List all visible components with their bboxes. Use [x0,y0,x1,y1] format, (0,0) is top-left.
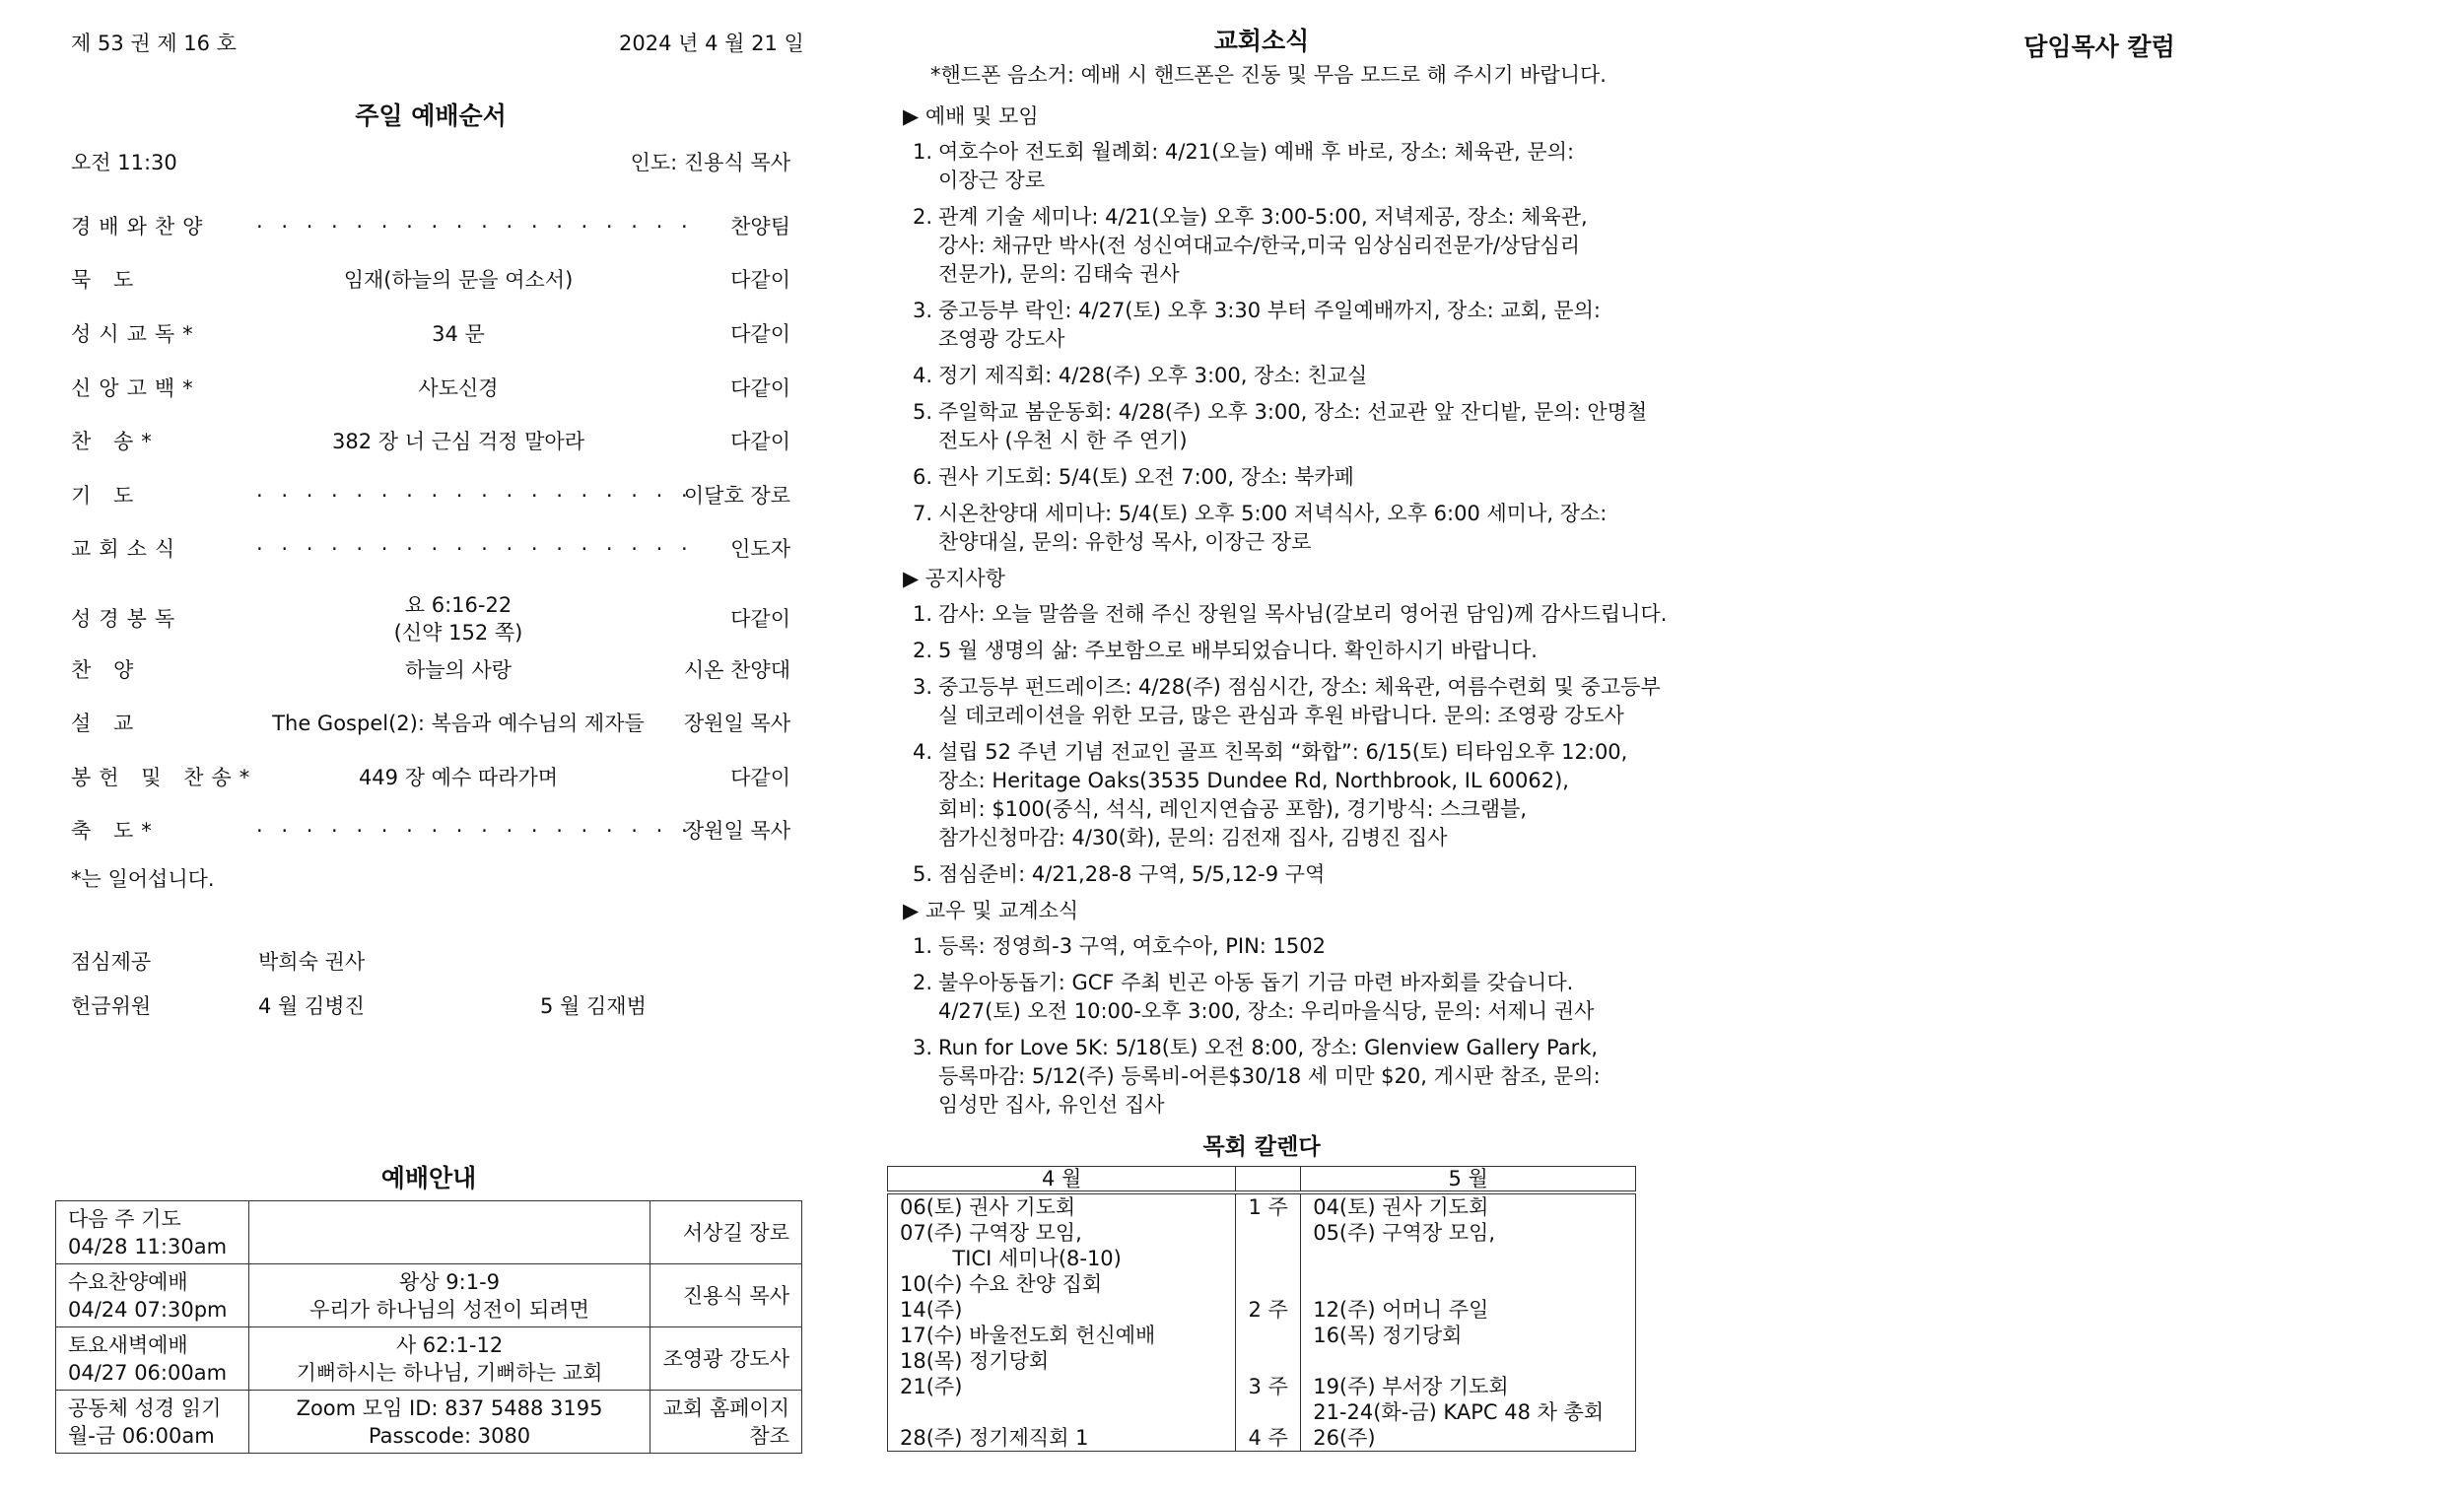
news-item-line: 4/27(토) 오전 10:00-오후 3:00, 장소: 우리마을식당, 문의: 서제니 권사 [938,999,1595,1023]
calendar-april-events: 14(주) 17(수) 바울전도회 헌신예배 18(목) 정기당회 [888,1297,1236,1374]
news-item [913,673,1661,730]
volume-number: 제 53 권 제 16 호 [71,32,237,55]
calendar-week-label: 4 주 [1236,1425,1301,1452]
guide-content [248,1391,650,1454]
calendar-april-events: 06(토) 권사 기도회 07(주) 구역장 모임, TICI 세미나(8-10) 10(수) 수요 찬양 집회 [888,1192,1236,1297]
news-item-number: 3. [913,1036,933,1059]
phone-note: *핸드폰 음소거: 예배 시 핸드폰은 진동 및 무음 모드로 해 주시기 바랍니다. [930,63,1607,87]
news-section-heading: ▶ 교우 및 교계소식 [903,899,1079,922]
guide-content [248,1327,650,1391]
news-item [913,738,1627,852]
order-person: 찬양팀 [730,215,790,238]
calendar-week-row [888,1425,1636,1452]
guide-content [248,1201,650,1264]
order-dots: · · · · · · · · · · · · · · · · · · [256,215,694,238]
news-section-heading: ▶ 예배 및 모임 [903,104,1039,128]
news-title: 교회소식 [1213,27,1310,55]
calendar-week-label: 1 주 [1236,1192,1301,1297]
news-item-line: 점심준비: 4/21,28-8 구역, 5/5,12-9 구역 [938,862,1326,886]
news-item-line: 임성만 집사, 유인선 집사 [938,1093,1165,1117]
order-person: 시온 찬양대 [683,658,790,682]
news-item-number: 2. [913,971,933,994]
guide-row [56,1327,802,1391]
news-item [913,138,1574,195]
news-item [913,203,1588,289]
guide-person-line: 참조 [749,1423,789,1448]
news-item-number: 7. [913,502,933,525]
offering-may: 5 월 김재범 [540,994,647,1018]
guide-content-line: 우리가 하나님의 성전이 되려면 [309,1297,589,1322]
order-person: 다같이 [730,268,790,292]
order-person: 인도자 [730,537,790,561]
order-content: 요 6:16-22 [404,593,513,617]
guide-service [56,1391,249,1454]
news-item [913,297,1601,354]
order-content: 임재(하늘의 문을 여소서) [343,268,574,292]
order-dots: · · · · · · · · · · · · · · · · · · [256,484,694,508]
guide-service [56,1201,249,1264]
calendar-week-row [888,1374,1636,1425]
news-item-line: 장소: Heritage Oaks(3535 Dundee Rd, Northbrook, IL 60062), [938,769,1569,792]
news-section-heading: ▶ 공지사항 [903,567,1005,590]
order-person: 이달호 장로 [683,484,790,508]
order-label: 성경봉독 [71,607,183,631]
guide-service-name: 수요찬양예배 [68,1269,188,1294]
news-item-number: 4. [913,364,933,387]
order-person: 다같이 [730,607,790,631]
news-item-line: 전도사 (우천 시 한 주 연기) [938,429,1188,452]
news-item-line: 감사: 오늘 말씀을 전해 주신 장원일 목사님(갈보리 영어권 담임)께 감사드립니다. [938,602,1668,626]
guide-title: 예배안내 [380,1164,477,1192]
bulletin-date: 2024 년 4 월 21 일 [619,32,804,55]
news-item-line: 실 데코레이션을 위한 모금, 많은 관심과 후원 바랍니다. 문의: 조영광 강도사 [938,704,1624,727]
calendar-may-events: 04(토) 권사 기도회 05(주) 구역장 모임, [1301,1192,1636,1297]
order-content: 34 문 [432,322,485,346]
order-label: 찬 양 [71,658,142,682]
news-item-number: 6. [913,465,933,489]
news-item-line: 관계 기술 세미나: 4/21(오늘) 오후 3:00-5:00, 저녁제공, 장소: 체육관, [938,205,1588,229]
news-item-line: 조영광 강도사 [938,327,1065,351]
guide-service-name: 다음 주 기도 [68,1206,181,1231]
news-item-line: 여호수아 전도회 월례회: 4/21(오늘) 예배 후 바로, 장소: 체육관, 문의: [938,140,1575,164]
news-item-number: 3. [913,675,933,699]
order-dots: · · · · · · · · · · · · · · · · · · [256,537,694,561]
lunch-label: 점심제공 [71,950,152,974]
guide-content-line: 왕상 9:1-9 [399,1269,501,1294]
guide-service-time: 04/24 07:30pm [68,1297,228,1322]
news-item [913,932,1326,961]
calendar-week-label: 3 주 [1236,1374,1301,1425]
guide-person-line: 교회 홈페이지 [662,1395,789,1420]
news-item [913,860,1325,889]
news-item-line: 회비: $100(중식, 석식, 레인지연습공 포함), 경기방식: 스크램블, [938,797,1528,821]
news-item-line: 권사 기도회: 5/4(토) 오전 7:00, 장소: 북카페 [938,465,1354,489]
order-person: 다같이 [730,376,790,400]
lunch-person: 박희숙 권사 [258,950,366,974]
order-label: 설 교 [71,712,142,735]
news-item [913,500,1607,557]
order-person: 장원일 목사 [683,712,790,735]
news-item-line: 중고등부 펀드레이즈: 4/28(주) 점심시간, 장소: 체육관, 여름수련회 및 중고등부 [938,675,1661,699]
news-item [913,398,1647,455]
calendar-week-row [888,1297,1636,1374]
news-item-line: 5 월 생명의 삶: 주보함으로 배부되었습니다. 확인하시기 바랍니다. [938,639,1538,662]
calendar-april-events: 21(주) [888,1374,1236,1425]
guide-content-line: 사 62:1-12 [395,1332,504,1357]
order-dots: · · · · · · · · · · · · · · · · · · [256,819,694,843]
order-label: 축 도* [71,819,160,843]
guide-row [56,1201,802,1264]
news-item-number: 2. [913,639,933,662]
guide-person-line: 진용식 목사 [682,1283,789,1308]
offering-april: 4 월 김병진 [258,994,365,1018]
order-person: 다같이 [730,766,790,789]
order-person: 장원일 목사 [683,819,790,843]
offering-label: 헌금위원 [71,994,152,1018]
news-item-line: 등록마감: 5/12(주) 등록비-어른$30/18 세 미만 $20, 게시판 참조, 문의: [938,1064,1601,1088]
guide-service-time: 월-금 06:00am [68,1423,215,1448]
calendar-week-label: 2 주 [1236,1297,1301,1374]
order-content: The Gospel(2): 복음과 예수님의 제자들 [272,712,645,735]
guide-person [650,1391,802,1454]
news-item-number: 2. [913,205,933,229]
guide-person-line: 서상길 장로 [682,1220,789,1245]
news-item-line: 찬양대실, 문의: 유한성 목사, 이장근 장로 [938,530,1312,554]
news-item-line: 참가신청마감: 4/30(화), 문의: 김전재 집사, 김병진 집사 [938,826,1448,850]
news-item [913,463,1354,492]
news-item-line: Run for Love 5K: 5/18(토) 오전 8:00, 장소: Glenview Gallery Park, [938,1036,1599,1059]
calendar-may-events: 26(주) [1301,1425,1636,1452]
order-title: 주일 예배순서 [355,102,507,130]
news-item-number: 1. [913,934,933,958]
news-item [913,362,1367,390]
order-label: 교회소식 [71,537,183,561]
calendar-week-header [1236,1167,1301,1193]
column-title: 담임목사 칼럼 [2023,33,2175,61]
order-label: 신앙고백* [71,376,201,400]
news-item-line: 시온찬양대 세미나: 5/4(토) 오후 5:00 저녁식사, 오후 6:00 세미나, 장소: [938,502,1608,525]
news-item-line: 설립 52 주년 기념 전교인 골프 친목회 “화합”: 6/15(토) 티타임오후 12:00, [938,740,1628,764]
news-item-line: 전문가), 문의: 김태숙 권사 [938,262,1180,286]
order-content: 382 장 너 근심 걱정 말아라 [331,430,585,453]
news-item [913,600,1667,629]
calendar-may-header: 5 월 [1301,1167,1636,1193]
order-label: 기 도 [71,484,142,508]
order-content: 하늘의 사랑 [404,658,513,682]
pastoral-calendar-table [887,1166,1636,1452]
order-person: 다같이 [730,322,790,346]
news-item [913,1034,1601,1120]
order-content-sub: (신약 152 쪽) [393,621,523,645]
order-label: 성시교독* [71,322,201,346]
news-item [913,969,1594,1026]
news-item-line: 등록: 정영희-3 구역, 여호수아, PIN: 1502 [938,934,1326,958]
guide-service-time: 04/27 06:00am [68,1360,228,1385]
guide-content-line: Passcode: 3080 [368,1423,531,1448]
news-item-number: 1. [913,140,933,164]
news-item-number: 3. [913,299,933,322]
guide-content-line: 기뻐하시는 하나님, 기뻐하는 교회 [296,1360,603,1385]
news-item-line: 중고등부 락인: 4/27(토) 오후 3:30 부터 주일예배까지, 장소: 교회, 문의: [938,299,1601,322]
guide-content-line: Zoom 모임 ID: 837 5488 3195 [296,1395,603,1420]
order-person: 다같이 [730,430,790,453]
calendar-may-events: 12(주) 어머니 주일 16(목) 정기당회 [1301,1297,1636,1374]
service-leader: 인도: 진용식 목사 [630,151,790,174]
news-item-line: 강사: 채규만 박사(전 성신여대교수/한국,미국 임상심리전문가/상담심리 [938,234,1581,257]
news-item-number: 5. [913,862,933,886]
guide-row [56,1391,802,1454]
calendar-april-events: 28(주) 정기제직회 1 [888,1425,1236,1452]
service-time: 오전 11:30 [71,151,177,174]
news-item-line: 주일학교 봄운동회: 4/28(주) 오후 3:00, 장소: 선교관 앞 잔디밭, 문의: 안명철 [938,400,1648,424]
guide-service-time: 04/28 11:30am [68,1234,228,1258]
guide-person [650,1327,802,1391]
order-label: 찬 송* [71,430,160,453]
order-label: 경배와찬양 [71,215,211,238]
news-item-number: 5. [913,400,933,424]
news-item-number: 4. [913,740,933,764]
calendar-may-events: 19(주) 부서장 기도회 21-24(화-금) KAPC 48 차 총회 [1301,1374,1636,1425]
guide-person-line: 조영광 강도사 [662,1346,789,1371]
news-item-line: 정기 제직회: 4/28(주) 오후 3:00, 장소: 친교실 [938,364,1368,387]
guide-person [650,1264,802,1327]
order-content: 사도신경 [418,376,499,400]
news-item-number: 1. [913,602,933,626]
guide-service-name: 토요새벽예배 [68,1332,188,1357]
order-label: 봉헌 및 찬송* [71,766,258,789]
guide-service [56,1264,249,1327]
calendar-april-header: 4 월 [888,1167,1236,1193]
standing-note: *는 일어섭니다. [71,867,215,891]
guide-person [650,1201,802,1264]
order-label: 묵 도 [71,268,142,292]
guide-service-name: 공동체 성경 읽기 [68,1395,222,1420]
worship-guide-table [55,1200,802,1454]
guide-content [248,1264,650,1327]
news-item-line: 이장근 장로 [938,169,1046,192]
calendar-week-row [888,1192,1636,1297]
guide-service [56,1327,249,1391]
order-content: 449 장 예수 따라가며 [358,766,559,789]
calendar-title: 목회 칼렌다 [1202,1134,1321,1160]
news-item-line: 불우아동돕기: GCF 주최 빈곤 아동 돕기 기금 마련 바자회를 갖습니다. [938,971,1574,994]
news-item [913,637,1538,665]
guide-row [56,1264,802,1327]
